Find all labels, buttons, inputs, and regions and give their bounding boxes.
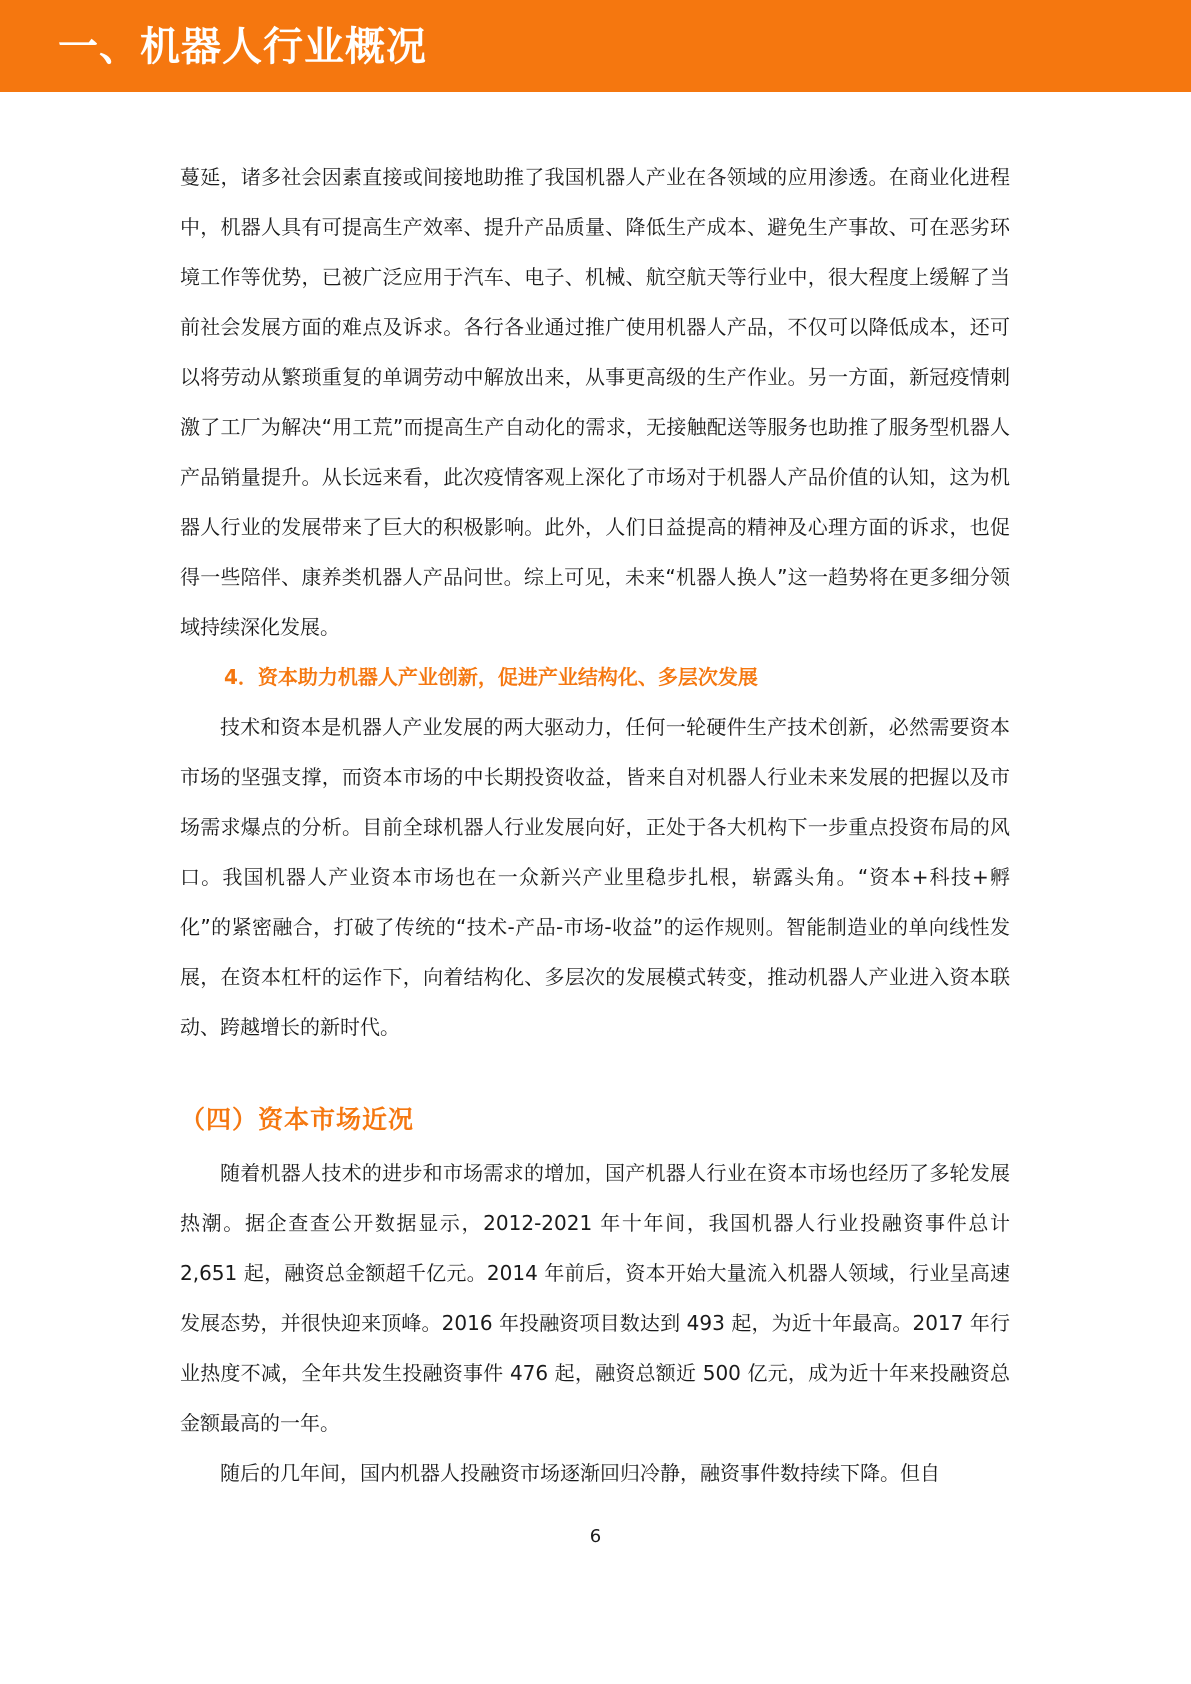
paragraph-capital-innovation: 技术和资本是机器人产业发展的两大驱动力，任何一轮硬件生产技术创新，必然需要资本市场的坚强支撑，而资本市场的中长期投资收益，皆来自对机器人行业未来发展的把握以及市场需求爆点的分析。目前全球机器人行业发展向好，正处于各大机构下一步重点投资布局的风口。我国机器人产业资本市场也在一众新兴产业里稳步扎根，崭露头角。“资本+科技+孵化”的紧密融合，打破了传统的“技术-产品-市场-收益”的运作规则。智能制造业的单向线性发展，在资本杠杆的运作下，向着结构化、多层次的发展模式转变，推动机器人产业进入资本联动、跨越增长的新时代。 (180, 715, 1010, 1039)
paragraph-capital-market-1: 随着机器人技术的进步和市场需求的增加，国产机器人行业在资本市场也经历了多轮发展热潮。据企查查公开数据显示，2012-2021 年十年间，我国机器人行业投融资事件总计 2,651 起，融资总金额超千亿元。2014 年前后，资本开始大量流入机器人领域，行业呈高速发展态势，并很快迎来顶峰。2016 年投融资项目数达到 493 起，为近十年最高。2017 年行业热度不减，全年共发生投融资事件 476 起，融资总额近 500 亿元，成为近十年来投融资总金额最高的一年。 (180, 1161, 1010, 1435)
paragraph-capital-market-2: 随后的几年间，国内机器人投融资市场逐渐回归冷静，融资事件数持续下降。但自 (220, 1461, 940, 1485)
section-title-capital-market: （四）资本市场近况 (180, 1105, 415, 1134)
subheading-capital-innovation: 4．资本助力机器人产业创新，促进产业结构化、多层次发展 (224, 665, 758, 689)
page-number: 6 (589, 1526, 602, 1547)
document-body (180, 152, 1010, 1498)
header-bar (0, 0, 1191, 92)
page-title: 一、机器人行业概况 (58, 24, 427, 70)
intro-paragraph: 蔓延，诸多社会因素直接或间接地助推了我国机器人产业在各领域的应用渗透。在商业化进程中，机器人具有可提高生产效率、提升产品质量、降低生产成本、避免生产事故、可在恶劣环境工作等优势，已被广泛应用于汽车、电子、机械、航空航天等行业中，很大程度上缓解了当前社会发展方面的难点及诉求。各行各业通过推广使用机器人产品，不仅可以降低成本，还可以将劳动从繁琐重复的单调劳动中解放出来，从事更高级的生产作业。另一方面，新冠疫情刺激了工厂为解决“用工荒”而提高生产自动化的需求，无接触配送等服务也助推了服务型机器人产品销量提升。从长远来看，此次疫情客观上深化了市场对于机器人产品价值的认知，这为机器人行业的发展带来了巨大的积极影响。此外，人们日益提高的精神及心理方面的诉求，也促得一些陪伴、康养类机器人产品问世。综上可见，未来“机器人换人”这一趋势将在更多细分领域持续深化发展。 (180, 165, 1010, 639)
